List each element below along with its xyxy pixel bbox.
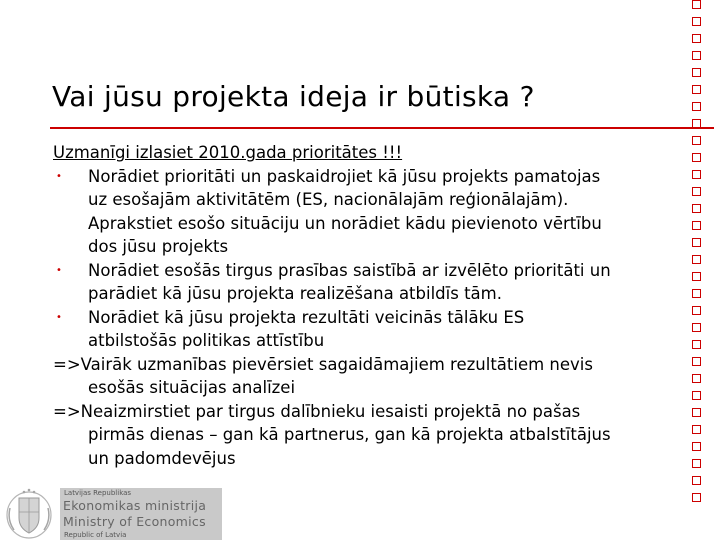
logo-line-1: Ekonomikas ministrija — [63, 498, 207, 513]
intro-heading: Uzmanīgi izlasiet 2010.gada prioritātes !!! — [53, 143, 403, 162]
deco-square — [692, 238, 701, 247]
bullet-line: dos jūsu projekts — [88, 237, 229, 256]
deco-square — [692, 374, 701, 383]
bullet-item — [53, 165, 693, 189]
deco-square — [692, 221, 701, 230]
deco-square — [692, 51, 701, 60]
slide-title: Vai jūsu projekta ideja ir būtiska ? — [52, 80, 535, 113]
bullet-icon: • — [56, 311, 62, 323]
deco-square — [692, 272, 701, 281]
deco-square — [692, 102, 701, 111]
bullet-line: uz esošajām aktivitātēm (ES, nacionālajām reģionālajām). — [88, 190, 569, 209]
deco-square — [692, 136, 701, 145]
deco-square — [692, 408, 701, 417]
ministry-logo — [4, 484, 224, 540]
deco-square — [692, 289, 701, 298]
logo-top-line: Latvijas Republikas — [64, 489, 132, 497]
bullet-line: Norādiet kā jūsu projekta rezultāti veicinās tālāku ES — [88, 307, 525, 327]
deco-square — [692, 204, 701, 213]
deco-square — [692, 170, 701, 179]
deco-square — [692, 187, 701, 196]
deco-square — [692, 255, 701, 264]
bullet-item — [53, 259, 693, 283]
deco-square — [692, 476, 701, 485]
note-line: =>Neaizmirstiet par tirgus dalībnieku iesaisti projektā no pašas — [53, 401, 581, 421]
note-line: esošās situācijas analīzei — [88, 378, 296, 397]
deco-square — [692, 85, 701, 94]
deco-square — [692, 357, 701, 366]
deco-square — [692, 493, 701, 502]
slide-body — [53, 141, 693, 470]
deco-square — [692, 425, 701, 434]
deco-square — [692, 340, 701, 349]
deco-square — [692, 391, 701, 400]
deco-square — [692, 323, 701, 332]
deco-square — [692, 153, 701, 162]
deco-square — [692, 442, 701, 451]
note-line: un padomdevējus — [88, 448, 236, 468]
bullet-line: Aprakstiet esošo situāciju un norādiet kādu pievienoto vērtību — [88, 213, 602, 233]
bullet-line: Norādiet esošās tirgus prasības saistībā ar izvēlēto prioritāti un — [88, 260, 611, 280]
ministry-logo-text-block — [60, 488, 222, 540]
bullet-line: atbilstošās politikas attīstību — [88, 331, 325, 350]
deco-square — [692, 34, 701, 43]
bullet-icon: • — [56, 264, 62, 276]
bullet-item — [53, 306, 693, 330]
title-divider — [50, 127, 714, 129]
bullet-line: parādiet kā jūsu projekta realizēšana atbildīs tām. — [88, 284, 502, 303]
bullet-icon: • — [56, 170, 62, 182]
decorative-squares — [692, 0, 712, 510]
bullet-line: Norādiet prioritāti un paskaidrojiet kā jūsu projekts pamatojas — [88, 166, 601, 186]
logo-bottom-line: Republic of Latvia — [64, 531, 127, 539]
note-line: =>Vairāk uzmanības pievērsiet sagaidāmajiem rezultātiem nevis — [53, 354, 593, 374]
note-line: pirmās dienas – gan kā partnerus, gan kā projekta atbalstītājus — [88, 425, 611, 444]
deco-square — [692, 68, 701, 77]
coat-of-arms-icon — [4, 484, 54, 540]
deco-square — [692, 0, 701, 9]
deco-square — [692, 459, 701, 468]
deco-square — [692, 306, 701, 315]
logo-line-2: Ministry of Economics — [63, 514, 206, 529]
deco-square — [692, 17, 701, 26]
